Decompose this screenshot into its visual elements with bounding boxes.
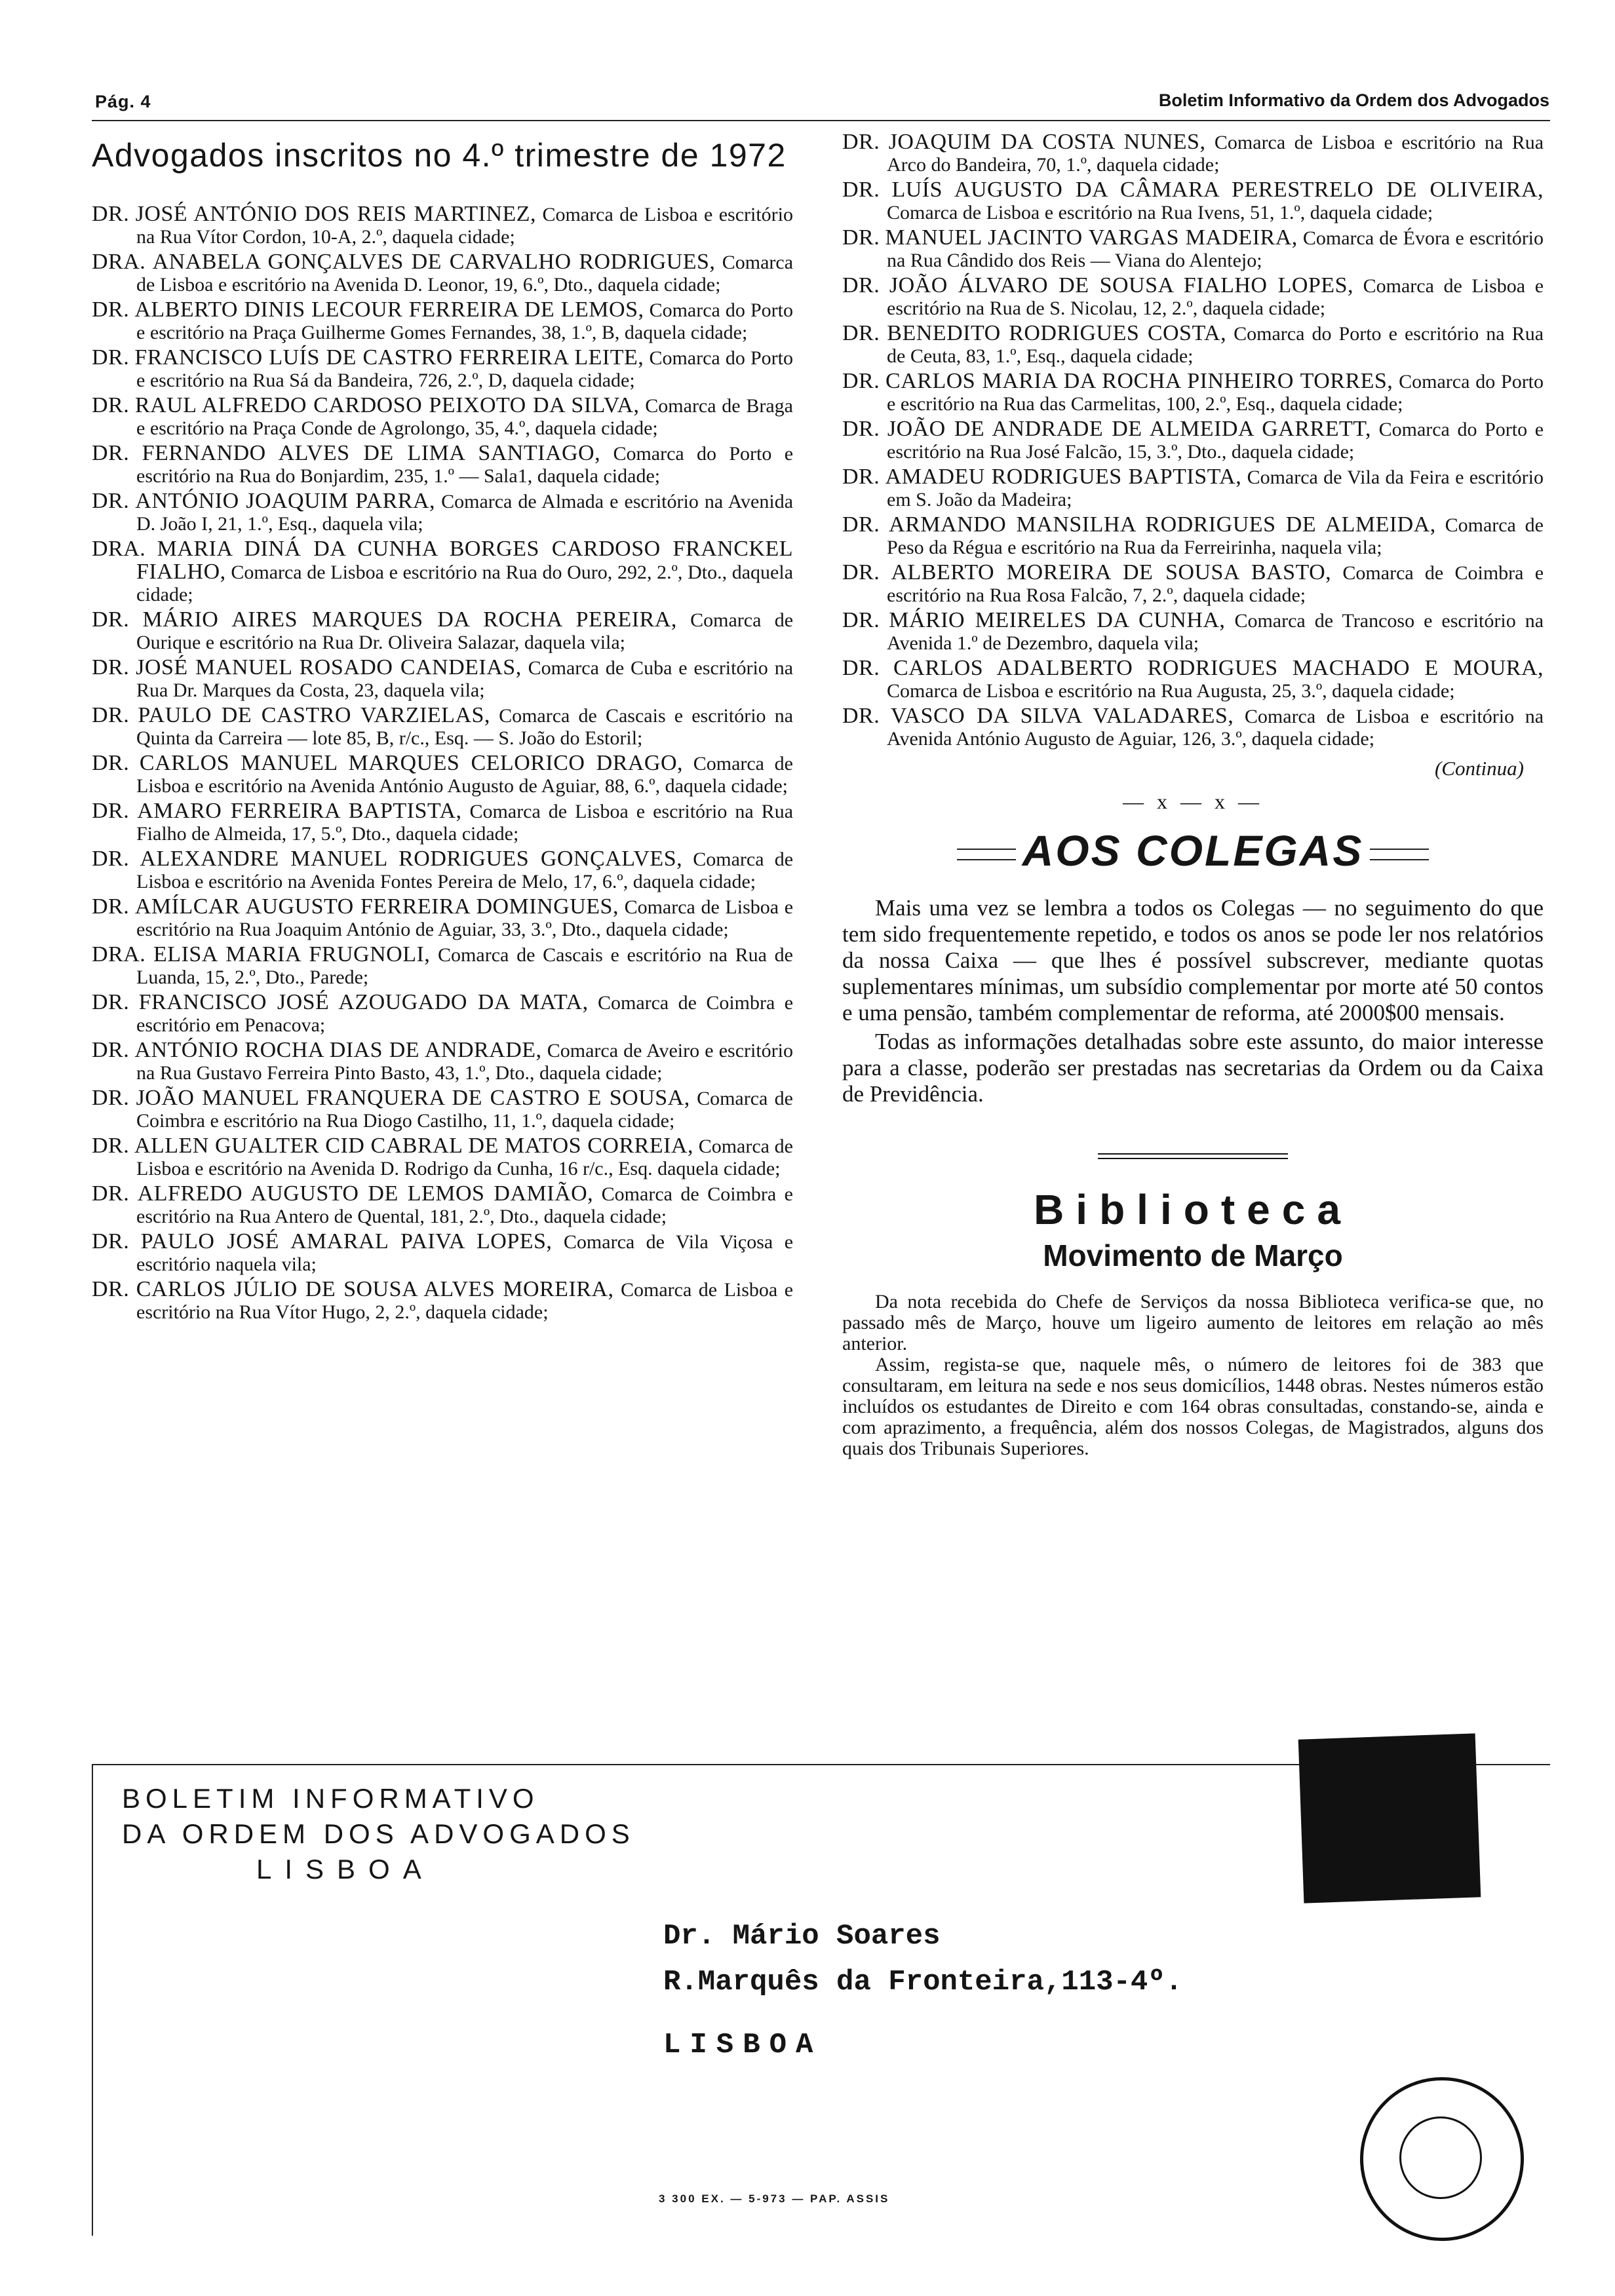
- lawyer-title: DR.: [842, 417, 880, 441]
- lawyer-name: JOSÉ MANUEL ROSADO CANDEIAS,: [136, 655, 522, 679]
- page-number: Pág. 4: [95, 92, 151, 111]
- lawyer-address: Comarca de Coimbra e escritório na Rua Diogo Castilho, 11, 1.º, daquela cidade;: [136, 1088, 793, 1132]
- lawyer-title: DR.: [92, 393, 130, 417]
- lawyer-entry: [92, 800, 793, 845]
- lawyer-name: AMÍLCAR AUGUSTO FERREIRA DOMINGUES,: [134, 894, 619, 919]
- lawyer-name: ALBERTO DINIS LECOUR FERREIRA DE LEMOS,: [134, 297, 644, 322]
- lawyer-title: DR.: [842, 369, 880, 393]
- lawyer-title: DR.: [842, 225, 880, 250]
- lawyer-title: DR.: [92, 345, 130, 370]
- lawyer-title: DR.: [92, 894, 130, 919]
- lawyer-entry: [92, 991, 793, 1037]
- lawyer-address: Comarca de Lisboa e escritório na Avenida D. Leonor, 19, 6.º, Dto., daquela cidade;: [136, 252, 794, 296]
- lawyer-name: JOÃO ÁLVARO DE SOUSA FIALHO LOPES,: [889, 273, 1353, 297]
- lawyer-address: Comarca de Aveiro e escritório na Rua Gustavo Ferreira Pinto Basto, 43, 1.º, Dto., daquela cidade;: [136, 1040, 794, 1084]
- lawyer-title: DR.: [92, 441, 130, 465]
- lawyer-address: Comarca de Lisboa e escritório na Rua Arco do Bandeira, 70, 1.º, daquela cidade;: [887, 132, 1544, 176]
- lawyer-name: ANTÓNIO ROCHA DIAS DE ANDRADE,: [134, 1038, 542, 1062]
- colegas-title: AOS COLEGAS: [1022, 826, 1364, 875]
- lawyer-title: DR.: [92, 489, 130, 513]
- lawyer-entry: [92, 609, 793, 654]
- lawyer-title: DR.: [92, 1181, 130, 1206]
- lawyer-entry: [92, 538, 793, 606]
- lawyer-title: DR.: [842, 704, 880, 728]
- lawyer-address: Comarca de Vila da Feira e escritório em S. João da Madeira;: [887, 467, 1544, 510]
- lawyer-address: Comarca do Porto e escritório na Rua do Bonjardim, 235, 1.º — Sala1, daquela cidade;: [136, 443, 794, 487]
- lawyer-entry: [842, 179, 1544, 224]
- lawyer-address: Comarca do Porto e escritório na Rua Sá da Bandeira, 726, 2.º, D, daquela cidade;: [136, 347, 794, 391]
- lawyer-title: DR.: [842, 608, 880, 632]
- postmark-icon: [1360, 2077, 1524, 2241]
- lawyer-title: DR.: [92, 655, 130, 679]
- lawyer-address: Comarca do Porto e escritório na Rua das Carmelitas, 100, 2.º, Esq., daquela cidade;: [887, 371, 1544, 415]
- lawyer-name: ALFREDO AUGUSTO DE LEMOS DAMIÃO,: [137, 1181, 594, 1206]
- lawyer-title: DR.: [842, 273, 880, 297]
- lawyer-address: Comarca de Évora e escritório na Rua Cândido dos Reis — Viana do Alentejo;: [887, 227, 1544, 271]
- recipient-name: Dr. Mário Soares: [663, 1920, 941, 1953]
- lawyer-entry: [842, 657, 1544, 702]
- lawyer-name: MANUEL JACINTO VARGAS MADEIRA,: [885, 225, 1298, 250]
- sender-line-3: LISBOA: [256, 1854, 435, 1885]
- colegas-paragraph-1: Mais uma vez se lembra a todos os Colegas — no seguimento do que tem sido frequentemente repetido, e todos os anos se pode ler nos relatórios da nossa Caixa — que lhes é possível subscrever, mediante quotas suplementares mínimas, um subsídio complementar por morte até 50 contos e uma pensão, também complementar de reforma, até 2000$00 mensais.: [842, 895, 1544, 1025]
- lawyer-name: JOÃO DE ANDRADE DE ALMEIDA GARRETT,: [887, 417, 1371, 441]
- lawyer-name: ALBERTO MOREIRA DE SOUSA BASTO,: [891, 560, 1332, 584]
- printer-line: 3 300 EX. — 5-973 — PAP. ASSIS: [659, 2192, 890, 2205]
- lawyer-entry: [92, 490, 793, 535]
- lawyer-list-left: [92, 203, 793, 1324]
- lawyer-title: DRA.: [92, 250, 146, 274]
- lawyer-address: Comarca de Coimbra e escritório na Rua Antero de Quental, 181, 2.º, Dto., daquela cidade;: [136, 1183, 793, 1227]
- lawyer-name: CARLOS JÚLIO DE SOUSA ALVES MOREIRA,: [136, 1277, 614, 1301]
- lawyer-address: Comarca de Peso da Régua e escritório na Rua da Ferreirinha, naquela vila;: [887, 514, 1544, 558]
- lawyer-name: MARIA DINÁ DA CUNHA BORGES CARDOSO FRANCKEL FIALHO,: [136, 537, 794, 584]
- lawyer-entry: [92, 1231, 793, 1276]
- biblioteca-paragraph-2: Assim, regista-se que, naquele mês, o número de leitores foi de 383 que consultaram, em leitura na sede e nos seus domicílios, 1448 obras. Nestes números estão incluídos os estudantes de Direito e com 164 obras consultadas, constando-se, ainda e com aprazimento, a frequência, além dos nossos Colegas, de Magistrados, alguns dos quais dos Tribunais Superiores.: [842, 1354, 1544, 1459]
- sender-line-1: BOLETIM INFORMATIVO: [122, 1783, 539, 1814]
- biblioteca-paragraph-1: Da nota recebida do Chefe de Serviços da nossa Biblioteca verifica-se que, no passado mês de Março, houve um ligeiro aumento de leitores em relação ao mês anterior.: [842, 1291, 1544, 1354]
- lawyer-address: Comarca do Porto e escritório na Rua de Ceuta, 83, 1.º, Esq., daquela cidade;: [887, 323, 1544, 367]
- lawyer-title: DR.: [842, 178, 880, 202]
- decorative-lines-left: [957, 849, 1016, 860]
- lawyer-title: DR.: [842, 560, 880, 584]
- lawyer-title: DR.: [92, 1229, 130, 1253]
- lawyer-address: Comarca de Cascais e escritório na Quinta da Carreira — lote 85, B, r/c., Esq. — S. João do Estoril;: [136, 705, 794, 749]
- lawyer-entry: [92, 704, 793, 750]
- lawyer-name: ELISA MARIA FRUGNOLI,: [153, 942, 431, 966]
- lawyer-address: Comarca de Braga e escritório na Praça Conde de Agrolongo, 35, 4.º, daquela cidade;: [136, 395, 793, 439]
- colegas-paragraph-2: Todas as informações detalhadas sobre este assunto, do maior interesse para a classe, poderão ser prestadas nas secretarias da Ordem ou da Caixa de Previdência.: [842, 1029, 1544, 1107]
- lawyer-entry: [92, 848, 793, 893]
- lawyer-entry: [92, 251, 793, 296]
- lawyer-title: DR.: [92, 1134, 130, 1158]
- lawyer-address: Comarca de Lisboa e escritório na Avenida António Augusto de Aguiar, 88, 6.º, daquela cidade;: [136, 753, 793, 797]
- recipient-city: LISBOA: [663, 2029, 823, 2061]
- lawyer-entry: [842, 562, 1544, 607]
- lawyer-entry: [842, 466, 1544, 511]
- lawyer-title: DR.: [92, 847, 130, 871]
- lawyer-name: ANABELA GONÇALVES DE CARVALHO RODRIGUES,: [152, 250, 716, 274]
- lawyer-entry: [92, 657, 793, 702]
- lawyer-name: MÁRIO MEIRELES DA CUNHA,: [889, 608, 1226, 632]
- lawyer-title: DR.: [92, 1038, 130, 1062]
- lawyer-name: JOÃO MANUEL FRANQUERA DE CASTRO E SOUSA,: [136, 1086, 690, 1110]
- lawyer-entry: [92, 442, 793, 488]
- lawyer-name: ALLEN GUALTER CID CABRAL DE MATOS CORREIA,: [134, 1134, 693, 1158]
- sender-block: [122, 1781, 635, 1887]
- lawyer-name: FRANCISCO LUÍS DE CASTRO FERREIRA LEITE,: [134, 345, 644, 370]
- lawyer-name: PAULO DE CASTRO VARZIELAS,: [138, 703, 490, 727]
- lawyer-list-right: [842, 131, 1544, 750]
- lawyer-address: Comarca de Lisboa e escritório na Rua Vítor Hugo, 2, 2.º, daquela cidade;: [136, 1279, 794, 1323]
- lawyer-title: DR.: [842, 465, 880, 489]
- lawyer-address: Comarca de Lisboa e escritório na Avenida António Augusto de Aguiar, 126, 3.º, daquela cidade;: [887, 706, 1544, 750]
- lawyer-address: Comarca de Cuba e escritório na Rua Dr. Marques da Costa, 23, daquela vila;: [136, 657, 794, 701]
- lawyer-entry: [842, 275, 1544, 320]
- lawyer-title: DR.: [842, 321, 880, 345]
- lawyer-entry: [92, 752, 793, 797]
- lawyer-address: Comarca de Lisboa e escritório na Rua do Ouro, 292, 2.º, Dto., daquela cidade;: [136, 562, 794, 605]
- lawyer-name: RAUL ALFREDO CARDOSO PEIXOTO DA SILVA,: [134, 393, 640, 417]
- lawyer-entry: [842, 227, 1544, 272]
- lawyer-title: DR.: [92, 607, 130, 632]
- section-title: Advogados inscritos no 4.º trimestre de 1972: [92, 137, 787, 174]
- lawyer-entry: [92, 1039, 793, 1084]
- lawyer-address: Comarca de Coimbra e escritório na Rua Rosa Falcão, 7, 2.º, daquela cidade;: [887, 562, 1544, 606]
- lawyer-entry: [92, 1183, 793, 1228]
- lawyer-title: DR.: [842, 130, 880, 154]
- lawyer-name: ALEXANDRE MANUEL RODRIGUES GONÇALVES,: [140, 847, 683, 871]
- lawyer-entry: [92, 944, 793, 989]
- lawyer-title: DR.: [92, 799, 130, 823]
- lawyer-entry: [92, 1087, 793, 1132]
- lawyer-title: DR.: [92, 703, 130, 727]
- lawyer-title: DRA.: [92, 537, 146, 561]
- lawyer-entry: [92, 1135, 793, 1180]
- lawyer-entry: [92, 1278, 793, 1324]
- lawyer-name: AMARO FERREIRA BAPTISTA,: [137, 799, 462, 823]
- lawyer-address: Comarca de Lisboa e escritório na Rua Ivens, 51, 1.º, daquela cidade;: [887, 202, 1433, 223]
- lawyer-address: Comarca de Cascais e escritório na Rua de Luanda, 15, 2.º, Dto., Parede;: [136, 944, 793, 988]
- lawyer-name: JOAQUIM DA COSTA NUNES,: [888, 130, 1206, 154]
- lawyer-address: Comarca de Trancoso e escritório na Avenida 1.º de Dezembro, daquela vila;: [887, 610, 1544, 654]
- sender-line-2: DA ORDEM DOS ADVOGADOS: [122, 1818, 635, 1849]
- lawyer-entry: [92, 203, 793, 248]
- biblioteca-title: Biblioteca: [1034, 1186, 1352, 1233]
- lawyer-title: DR.: [92, 1277, 130, 1301]
- lawyer-name: MÁRIO AIRES MARQUES DA ROCHA PEREIRA,: [142, 607, 677, 632]
- lawyer-name: VASCO DA SILVA VALADARES,: [890, 704, 1234, 728]
- biblioteca-rule: [1098, 1153, 1288, 1159]
- lawyer-address: Comarca de Lisboa e escritório na Rua Fialho de Almeida, 17, 5.º, Dto., daquela cidade;: [136, 801, 794, 845]
- lawyer-entry: [92, 299, 793, 344]
- lawyer-title: DR.: [92, 1086, 130, 1110]
- biblioteca-subtitle: Movimento de Março: [1043, 1238, 1343, 1272]
- lawyer-name: BENEDITO RODRIGUES COSTA,: [887, 321, 1227, 345]
- lawyer-title: DR.: [92, 202, 130, 226]
- lawyer-name: FERNANDO ALVES DE LIMA SANTIAGO,: [142, 441, 601, 465]
- lawyer-address: Comarca de Lisboa e escritório na Rua Joaquim António de Aguiar, 33, 3.º, Dto., daquela cidade;: [136, 896, 794, 940]
- lawyer-entry: [842, 370, 1544, 415]
- lawyer-name: FRANCISCO JOSÉ AZOUGADO DA MATA,: [138, 990, 589, 1014]
- lawyer-entry: [92, 347, 793, 392]
- journal-title: Boletim Informativo da Ordem dos Advogados: [1158, 90, 1549, 110]
- lawyer-address: Comarca de Almada e escritório na Avenida D. João I, 21, 1.º, Esq., daquela vila;: [136, 491, 794, 535]
- lawyer-name: ARMANDO MANSILHA RODRIGUES DE ALMEIDA,: [889, 512, 1436, 537]
- lawyer-entry: [842, 418, 1544, 463]
- lawyer-name: CARLOS MARIA DA ROCHA PINHEIRO TORRES,: [885, 369, 1393, 393]
- postage-stamp: [1298, 1733, 1481, 1903]
- header-rule: [92, 120, 1550, 121]
- lawyer-entry: [842, 705, 1544, 750]
- recipient-address: [663, 1913, 1182, 2068]
- lawyer-address: Comarca de Lisboa e escritório na Avenida Fontes Pereira de Melo, 17, 6.º, daquela cidade;: [136, 849, 794, 892]
- lawyer-entry: [842, 609, 1544, 655]
- lawyer-entry: [92, 394, 793, 440]
- lawyer-title: DR.: [92, 990, 130, 1014]
- recipient-street: R.Marquês da Fronteira,113-4º.: [663, 1966, 1183, 1999]
- colegas-heading: [842, 826, 1544, 875]
- lawyer-title: DR.: [842, 656, 880, 680]
- postmark-inner-ring: [1399, 2116, 1482, 2199]
- lawyer-entry: [842, 131, 1544, 176]
- lawyer-address: Comarca de Lisboa e escritório na Rua Augusta, 25, 3.º, daquela cidade;: [887, 680, 1455, 702]
- lawyer-title: DR.: [92, 297, 130, 322]
- lawyer-name: ANTÓNIO JOAQUIM PARRA,: [135, 489, 436, 513]
- lawyer-name: PAULO JOSÉ AMARAL PAIVA LOPES,: [140, 1229, 553, 1253]
- lawyer-address: Comarca de Coimbra e escritório em Penacova;: [136, 992, 794, 1036]
- lawyer-address: Comarca de Lisboa e escritório na Rua de S. Nicolau, 12, 2.º, daquela cidade;: [887, 275, 1544, 319]
- lawyer-address: Comarca do Porto e escritório na Praça Guilherme Gomes Fernandes, 38, 1.º, B, daquela cidade;: [136, 299, 793, 343]
- lawyer-name: CARLOS MANUEL MARQUES CELORICO DRAGO,: [139, 751, 684, 775]
- continua-note: (Continua): [1434, 757, 1524, 780]
- lawyer-name: CARLOS ADALBERTO RODRIGUES MACHADO E MOURA,: [893, 656, 1544, 680]
- lawyer-title: DRA.: [92, 942, 146, 966]
- lawyer-name: JOSÉ ANTÓNIO DOS REIS MARTINEZ,: [135, 202, 537, 226]
- lawyer-name: LUÍS AUGUSTO DA CÂMARA PERESTRELO DE OLIVEIRA,: [891, 178, 1544, 202]
- lawyer-entry: [842, 514, 1544, 559]
- right-column: [842, 131, 1544, 1459]
- lawyer-name: AMADEU RODRIGUES BAPTISTA,: [885, 465, 1242, 489]
- lawyer-address: Comarca do Porto e escritório na Rua José Falcão, 15, 3.º, Dto., daquela cidade;: [887, 419, 1544, 463]
- lawyer-entry: [842, 322, 1544, 368]
- left-column: [92, 131, 793, 1326]
- lawyer-address: Comarca de Ourique e escritório na Rua Dr. Oliveira Salazar, daquela vila;: [136, 609, 794, 653]
- lawyer-title: DR.: [92, 751, 130, 775]
- lawyer-address: Comarca de Lisboa e escritório na Rua Vítor Cordon, 10-A, 2.º, daquela cidade;: [136, 204, 794, 248]
- decorative-lines-right: [1370, 849, 1429, 860]
- lawyer-title: DR.: [842, 512, 880, 537]
- lawyer-entry: [92, 896, 793, 941]
- lawyer-address: Comarca de Vila Viçosa e escritório naquela vila;: [136, 1231, 794, 1275]
- separator: — x — x —: [1123, 790, 1263, 813]
- lawyer-address: Comarca de Lisboa e escritório na Avenida D. Rodrigo da Cunha, 16 r/c., Esq. daquela cidade;: [136, 1136, 793, 1179]
